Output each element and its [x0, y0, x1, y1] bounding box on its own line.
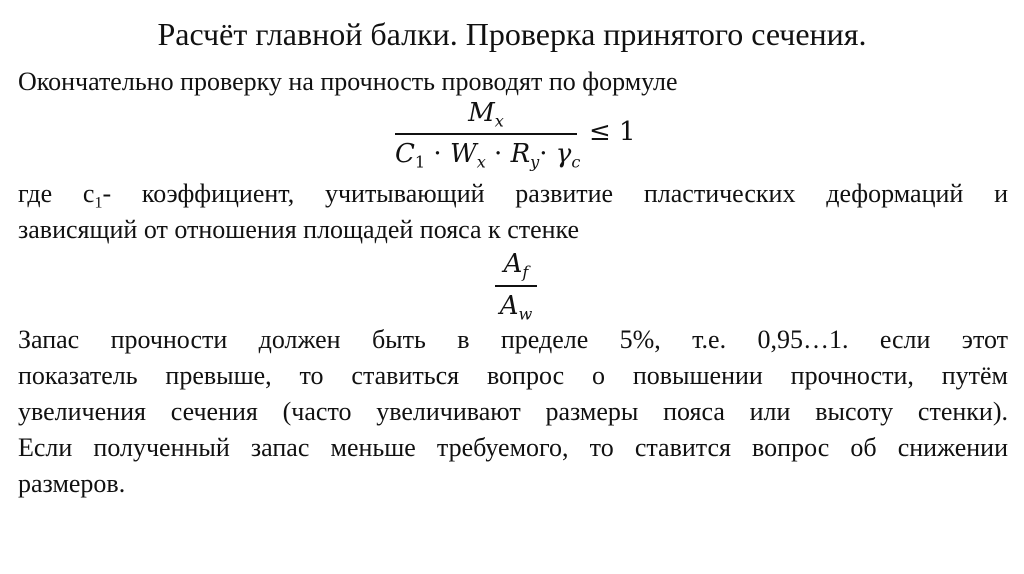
- area-ratio-numerator: $A_f$: [503, 249, 529, 282]
- area-ratio-formula: [492, 248, 540, 326]
- slide-title: Расчёт главной балки. Проверка принятого сечения.: [157, 16, 867, 52]
- conclusion-line-2: показатель превыше, то ставиться вопрос о повышении прочности, путём: [18, 361, 1008, 390]
- formula-denominator: $C_1 \cdot W_x \cdot R_y\cdot \gamma_c$: [395, 139, 581, 172]
- where-line-1: где $с_1-$ коэффициент, учитывающий развитие пластических деформаций и: [18, 179, 1008, 212]
- conclusion-line-3: увеличения сечения (часто увеличивают размеры пояса или высоту стенки).: [18, 397, 1008, 426]
- area-ratio-denominator: $A_w$: [499, 291, 533, 324]
- formula-numerator: $M_x$: [468, 98, 504, 131]
- intro-text: Окончательно проверку на прочность проводят по формуле: [18, 67, 678, 96]
- conclusion-line-1: Запас прочности должен быть в пределе 5%, т.е. 0,95…1. если этот: [18, 325, 1008, 354]
- fraction-bar: [495, 285, 537, 287]
- where-line-2: зависящий от отношения площадей пояса к стенке: [18, 215, 580, 244]
- strength-check-formula: [395, 98, 655, 180]
- fraction-bar: [395, 133, 577, 135]
- conclusion-text: [18, 322, 1008, 502]
- where-text: [18, 176, 1008, 248]
- formula-relation: ≤ 1: [589, 117, 636, 147]
- conclusion-line-4: Если полученный запас меньше требуемого, то ставится вопрос об снижении: [18, 433, 1008, 462]
- conclusion-line-5: размеров.: [18, 469, 126, 498]
